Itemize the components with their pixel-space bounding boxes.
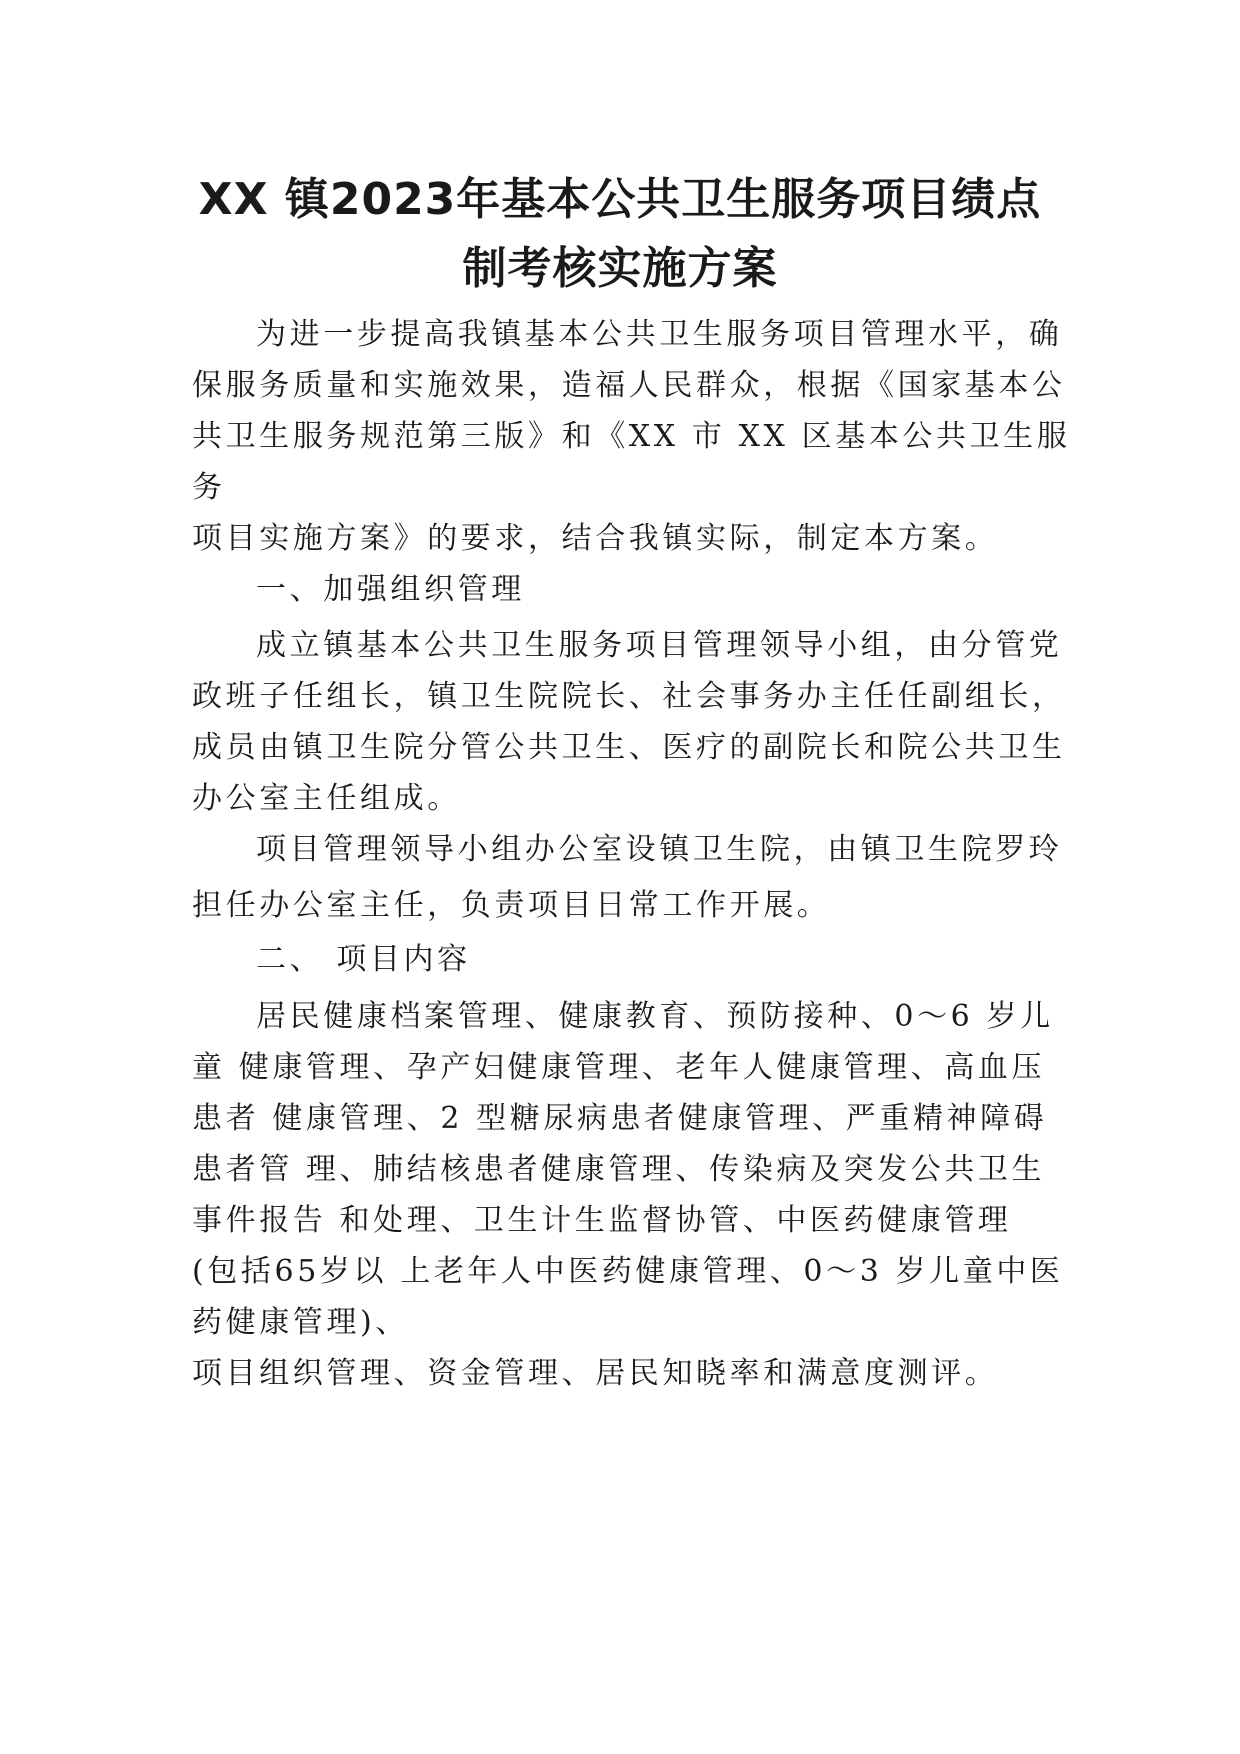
content-paragraph-line: 事件报告 和处理、卫生计生监督协管、中医药健康管理	[192, 1203, 1012, 1238]
content-paragraph-line: 药健康管理)、	[192, 1305, 409, 1340]
content-paragraph-line: 患者管 理、肺结核患者健康管理、传染病及突发公共卫生	[192, 1152, 1046, 1187]
document-title-line-1: XX 镇2023年基本公共卫生服务项目绩点	[198, 174, 1042, 225]
organization-paragraph-line: 政班子任组长，镇卫生院院长、社会事务办主任任副组长，	[192, 679, 1066, 714]
organization-paragraph-line: 办公室主任组成。	[192, 781, 461, 816]
intro-paragraph-line: 为进一步提高我镇基本公共卫生服务项目管理水平，确	[256, 317, 1063, 352]
section-heading-content: 二、 项目内容	[256, 942, 471, 977]
organization-paragraph-line: 成立镇基本公共卫生服务项目管理领导小组，由分管党	[256, 628, 1063, 663]
content-paragraph-line: (包括65岁以 上老年人中医药健康管理、0～3 岁儿童中医	[192, 1254, 1064, 1289]
document-title-line-2: 制考核实施方案	[462, 243, 778, 294]
organization-paragraph-line: 成员由镇卫生院分管公共卫生、医疗的副院长和院公共卫生	[192, 730, 1066, 765]
content-paragraph-line: 居民健康档案管理、健康教育、预防接种、0～6 岁儿	[256, 999, 1054, 1034]
office-paragraph-line: 项目管理领导小组办公室设镇卫生院，由镇卫生院罗玲	[256, 832, 1063, 867]
intro-paragraph-line: 保服务质量和实施效果，造福人民群众，根据《国家基本公	[192, 368, 1066, 403]
intro-paragraph-line: 务	[192, 470, 226, 505]
content-paragraph-line: 项目组织管理、资金管理、居民知晓率和满意度测评。	[192, 1356, 999, 1391]
intro-paragraph-line: 共卫生服务规范第三版》和《XX 市 XX 区基本公共卫生服	[192, 419, 1071, 454]
content-paragraph-line: 童 健康管理、孕产妇健康管理、老年人健康管理、高血压	[192, 1050, 1046, 1085]
intro-paragraph-line: 项目实施方案》的要求，结合我镇实际，制定本方案。	[192, 521, 999, 556]
office-paragraph-line: 担任办公室主任，负责项目日常工作开展。	[192, 888, 831, 923]
content-paragraph-line: 患者 健康管理、2 型糖尿病患者健康管理、严重精神障碍	[192, 1101, 1048, 1136]
section-heading-organization: 一、加强组织管理	[256, 572, 525, 607]
